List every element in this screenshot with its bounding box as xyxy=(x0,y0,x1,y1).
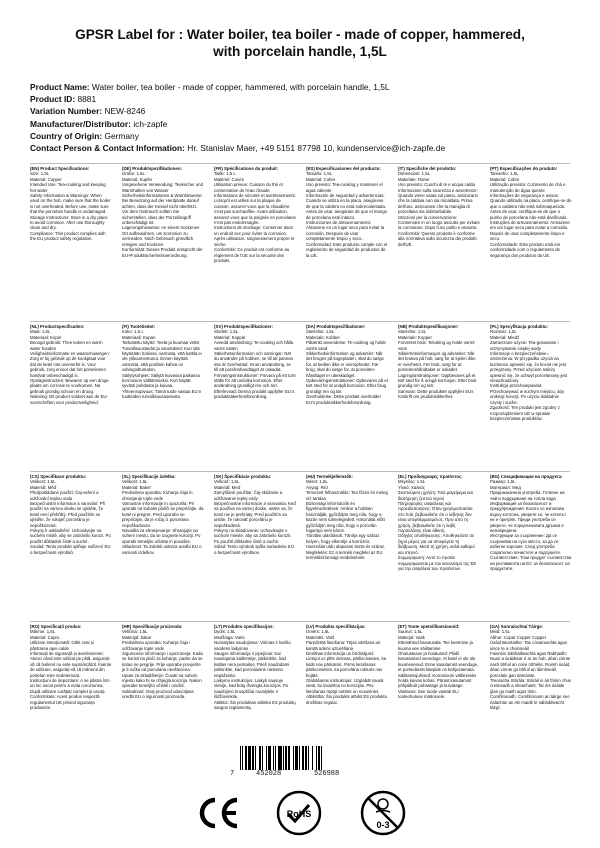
section-row xyxy=(30,621,570,745)
section-lt: (LT) Produkto specifikacijos: Dydis: 1,5L Medžiaga: Varis Numatytas naudojimas: Virimas ir karšto vandens laikymas Saugos informacija ir įspėjimai: Kai naudojama kaitlentėje, įsitikinkite, kad katilas nėra perkaitęs. Prieš naudodami įsitikinkite, kad porcelianinė rankena nepažeista. Laikymo instrukcijos: Laikyti sausoje vietoje, kad būtų išvengta korozijos. Po naudojimo kruopščiai nuvalykite ir išdžiovinkite. Atitiktis: Šis produktas atitinka ES produktų saugos reglamentą. xyxy=(214,624,296,711)
language-sections xyxy=(30,163,570,749)
section-de: (DE) Produktspezifikationen: Größe: 1,5L Material: Kupfer Vorgesehene Verwendung: Teekocher und Warmhalten von Wasser Sicherheitsinformationen & Warnhinweise: Bei Benutzung auf der Herdplatte darauf achten, dass der Kessel nicht überhitzt. Vor dem Gebrauch sollten Sie sicherstellen, dass der Porzellangriff unbeschädigt ist. Lagerungshinweise: An einem trockenen Ort aufbewahren, um Korrosion zu vermeiden. Nach Gebrauch gründlich reinigen und trocknen. Konformität: Dieses Produkt entspricht der EU-Produktsicherheitsverordnung. xyxy=(122,166,203,258)
section-cs: (CS) Specifikace produktu: Velikost: 1,5L Materiál: Měď Předpokládané použití: Čaj-vaření a udržování teplou vodu Bezpečnostní informace a varování: Při použití na varnou desku se ujistěte, že kotel není přehřátý. Před použitím se ujistěte, že rukojeť porcelánu je nepoškozená. Pokyny k uskladnění: Uchovávejte na suchém místě, aby se zabránilo korozi. Po použití důkladně čisté a suché. Soulad: Tento produkt splňuje nařízení EU o bezpečnosti výrobků. xyxy=(30,474,111,555)
meta-country: Country of Origin: Germany xyxy=(30,130,139,141)
section-lv: (LV) Produkta specifikācijas: Izmērs: 1,5L Materiāls: Varš Paredzētā lietošana: Tējas vārīšana un karstā ūdens uzturēšana Drošības informācija un brīdinājumi: Lietojot uz plīts virsmas, pārliecinieties, ka katls nav pārkarsis. Pirms lietošanas pārliecinieties, ka porcelāna rokturis nav bojāts. Glabāšanas instrukcijas: Uzglabāt sausā vietā, lai izvairītos no korozijas. Pēc lietošanas rūpīgi notīriet un nosusiniet. Atbilstība: Šis produkts atbilst ES produktu drošības regulai. xyxy=(306,624,387,705)
section-sv: (SV) Produktspecifikationer: Storlek: 1,5L Material: Koppar Avsedd användning: Te-cooking och hålla varmt vatten Säkerhetsinformation och varningar: När du använder på hobben, se till att pannan inte är överhettad. Innan användning, se till att porslinshandtaget är oskadat. Förvaringsinstruktioner: Förvara på ett torrt ställe för att undvika korrosion. Efter användning grundligt ren och torr. Efterlevnad: Denna produkt uppfyller EU:s produktsäkerhetsförordning. xyxy=(214,324,296,400)
meta-contact: Contact Person & Contact Information: Hr. Stanislav Maer, +49 5151 87798 10, kundenservice@ich-zapfe.de xyxy=(30,143,446,154)
certification-logos xyxy=(196,790,406,840)
page-title: GPSR Label for : Water boiler, tea boiler - made of copper, hammered, with porcelain handle, 1,5L xyxy=(75,27,525,59)
meta-product-name: Product Name: Water boiler, tea boiler - made of copper, hammered, with porcelain handle, 1,5L xyxy=(30,82,390,92)
section-sk: (SK) Špecifikácie produktu: Veľkosť: 1,5L Materiál: Meď Zamýšľané použitie: Čaj-skúšanie a udržiavanie teplej vody Bezpečnostné informácie a varovania: Keď sa používa na varnej doske, uistite sa, že kotol nie je prehriaty. Pred použitím sa uistite, že rukoväť porcelánu je nepoškodená. Pokyny na skladovanie: Uchovávajte v suchom mieste, aby sa zabránilo korózii. Po použití dôkladne čisté a suché. Súlad: Tento výrobok spĺňa nariadenie EÚ o bezpečnosti výrobkov. xyxy=(214,474,296,555)
section-fr: (FR) Spécifications du produit: Taille: 1,5 L Matériel: Cuivre Utilisation prévue: Cuisson du thé et conservation de l'eau chaude Informations de sécurité et avertissements: Lorsqu'il est utilisé sur la plaque de cuisson, assurez-vous que la chaudière n'est pas surchauffée. Avant utilisation, assurez-vous que la poignée en porcelaine n'est pas endommagée. Instructions de stockage: Conserver dans un endroit sec pour éviter la corrosion. Après utilisation, soigneusement propre et sèche. Conformité: Ce produit est conforme au règlement de l'UE sur la sécurité des produits. xyxy=(214,166,296,263)
section-nb: (NB) Produktspesifikasjoner: Størrelse: 1,5L Materiale: Kopper Forventet bruk: Tekoking og holde varmt vann Sikkerhetsinformasjon og advarsler: Når det brukes på hob, sørg for at kjelen ikke er overhetet. Før bruk, sørg for at porselenshåndtaket er uskadet. Lagringsinstruksjoner: Oppbevares på et tørt sted for å unngå korrosjon. Etter bruk grundig ren og tørr. Samsvar: Dette produktet oppfyller EUs forskrift om produktsikkerhet. xyxy=(398,324,477,400)
rohs-icon xyxy=(276,790,322,836)
age-warning-icon xyxy=(360,790,406,836)
section-it: (IT) Specifiche del prodotto: Dimensioni: 1,5L Materiale: Rame Uso previsto: Cuochi di tè e acqua calda Informazioni sulla sicurezza e avvertenze: Quando viene usata sul piano, assicurarsi che la caldaia non sia riscaldata. Prima dell'uso, assicurarsi che la maniglia di porcellana sia indisturbabile. Istruzioni per la conservazione: Conservare in un luogo asciutto per evitare la corrosione. Dopo l'uso pulito e asciutto. Conformità: Questo prodotto è conforme alla normativa sulla sicurezza dei prodotti dell'UE. xyxy=(398,166,480,247)
section-et: (ET) Toote spetsifikatsioonid: Suurus: 1,5L Materjal: Vask Ettenähtud kasutusala: Tee keetmine ja kuuma vee säilitamine Ohutusteave ja hoiatused: Pliidil kasutamisel veenduge, et katel ei ole üle kuumenenud. Enne kasutamist veenduge, et portselanist käepide on kahjustamata. Säilitamisjuhised: Korrosiooni vältimiseks hoida kuivas kohas. Pärast kasutamist põhjalikult puhastage ja kuivatage. Vastavus: See toode vastab ELi tooteohutuse määrusele. xyxy=(398,624,479,700)
section-fi: (FI) Tuotetiedot: Koko: 1,5 L Materiaali: Kupari Tarkoitettu käyttö: Teetä ja kuumaa vettä Turvallisuustiedot ja varoitukset: Kun sitä käytetään hobissa, varmista, että kattila ei ole ylikuumentunut. Ennen käyttöä varmista, että posliinin kahva on vahingoittumaton. Säilytysohjeet: Säilytä kuivassa paikassa korroosion välttämiseksi. Kun käytät syvästi puhdasta ja kuivaa. Yhteensopivuus: Tämä tuote vastaa EU:n tuotteiden turvallisuusasetusta. xyxy=(122,324,202,400)
ce-mark-icon xyxy=(196,796,240,830)
section-row xyxy=(30,321,570,467)
section-da: (DA) Produktspecifikationer: Størrelse: 1,5L Materiale: Kobber Påtænkt anvendelse: Te-cooking og holde varmt vand Sikkerhedsinformation og advarsler: Når det bruges på kogepladen, skal du sørge for, at kedlen ikke er overophedet. Før brug, skal du sørge for, at porcelæn-håndtaget er ubeskadiget. Opbevaringsinstruktioner: Opbevares på et tørt sted for at undgå korrosion. Efter brug grundigt ren og tør. Overholdelse: Dette produkt overholder EU's produktsikkerhedsforordning. xyxy=(306,324,388,405)
barcode-first-digit: 7 xyxy=(230,770,235,778)
meta-variation-number: Variation Number: NEW-8246 xyxy=(30,106,146,117)
meta-manufacturer: Manufacturer/Distributor: ich-zapfe xyxy=(30,118,168,129)
barcode-right-group: 526988 xyxy=(314,770,340,778)
section-pl: (PL) Specyfikacja produktu: Rozmiar: 1,5L Materiał: Miedź Zamierzone użycie: Tea-gotowanie i utrzymywanie ciepłej wody Informacje o bezpieczeństwie i ostrzeżenia: W przypadku użycia na kuchence upewnić się, że kocioł nie jest przegrzany. Przed użyciem należy upewnić się, że uchwyt porcelanowy jest nieuszkodzony. Instrukcja przechowywania: Przechowywać w suchym miejscu, aby uniknąć korozji. Po użyciu dokładnie czysty i suche. Zgodność: Ten produkt jest zgodny z rozporządzeniem UE w sprawie bezpieczeństwa produktów. xyxy=(490,324,568,421)
section-en: (EN) Product Specifications: Size: 1.5L Material: Copper Intended Use: Tea-cooking and keeping hot water Safety Information & Warnings: When used on the hob, make sure that the boiler is not overheated. Before use, make sure that the porcelain handle is undamaged. Storage Instructions: Store in a dry place to avoid corrosion. After use thoroughly clean and dry. Compliance: This product complies with the EU product safety regulation. xyxy=(30,166,111,242)
svg-text:RoHS: RoHS xyxy=(286,809,312,819)
ean-barcode xyxy=(228,746,378,778)
product-meta xyxy=(30,81,590,154)
barcode-left-group: 452028 xyxy=(256,770,282,778)
barcode-bars xyxy=(240,746,368,770)
section-pt: (PT) Especificações do produto: Tamanho: 1,5L Material: Cobre Utilização prevista: Cozimento de chá e manutenção de água quente Informações de segurança e avisos: Quando utilizado na placa, certifique-se de que a caldeira não está sobreaquecida. Antes de usar, certifique-se de que o punho de porcelana não está danificado. Instruções de armazenamento: Armazene em um lugar seco para evitar a corrosão. Depois de usar completamente limpo e seco. Conformidade: Este produto está em conformidade com o regulamento de segurança dos produtos da UE. xyxy=(490,166,572,258)
section-hu: (HU) Termékjellemzők: Méret: 1,5L Anyag: Réz Tervezett felhasználás: Tea főzés és meleg víz tartása Biztonsági információk és figyelmeztetések: Amikor a hobban használják, győződjön meg róla, hogy a kazán nem túlmelegedett. Használat előtt győződjön meg róla, hogy a porcelán fogantyú nem káros. Tárolási utasítások: Tárolja egy száraz helyen, hogy elkerülje a korróziót. Használat után alaposan tiszta és száraz. Megfelelés: Ez a termék megfelel az EU termékbiztonsági rendeletének. xyxy=(306,474,388,561)
section-bg: (BG) Спецификации на продукта: Размер: 1,5L Материал: Мед Предназначена употреба: Готвене на чай и поддържане на топла вода Информация за безопасност и предупреждения: Когато се използва върху котлона, уверете се, че котелът не е прегрял. Преди употреба се уверете, че порцелановата дръжка е неповредена. Инструкции за съхранение: Да се съхранява на сухо място, за да се избегне корозия. След употреба старателно почистете и подсушете. Съответствие: Този продукт съответства на регламента на ЕС за безопасност на продуктите. xyxy=(490,474,572,571)
section-sl: (SL) Specifikacije izdelka: Velikost: 1,5L Material: Baker Predvidena uporaba: Kuhanje čaja in ohranjanje tople vode Varnostne informacije in opozorila: Pri uporabi na kuhalni plošči se prepričajte, da kotel ni pregret. Pred uporabo se prepričajte, da je ročaj iz porcelana nepoškodovan. Navodila za shranjevanje: Shranjujte na suhem mestu, da se izognete koroziji. Po uporabi temeljito očistite in posušite. Skladnost: Ta izdelek ustreza uredbi EU o varnosti izdelkov. xyxy=(122,474,204,555)
meta-product-id: Product ID: 8881 xyxy=(30,94,97,105)
section-ga: (GA) Sonraíochtaí Táirge: Méid: 1.5L Ábhar: Copar Copper Copper Úsáid Beartaithe: Tae cócaireachta agus uisce te a choinneáil Faisnéis Sábháilteachta agus Rabhaidh: Nuair a úsáidtear é ar an hob, déan cinnte nach bhfuil an coire róthéite. Roimh úsáid, déan cinnte go bhfuil an láimhseáil porcelain gan damáiste. Treoracha Stórála: Stóráil in áit thirim chun creimeadh a sheachaint. Tar éis úsáide glan go maith agus tirim. Comhlíonadh: Comhlíonann an táirge seo rialachán an AE maidir le sábháilteacht táirgí. xyxy=(490,624,572,711)
section-ro: (RO) Specificații produs: Mărime: 1,5L Material: Cupru Utilizare intenționată: Gătit ceai și păstrarea apei calde Informații de siguranță și avertismente: Atunci când este utilizat pe plită, asigurați-vă că boilerul nu este supraîncălzit. Înainte de utilizare, asigurați-vă că mânerul din porțelan este nedeteriorat. Instrucțiuni de depozitare: A se păstra într-un loc uscat pentru a evita coroziunea. După utilizare curățați complet și uscați. Conformitate: Acest produs respectă regulamentul UE privind siguranța produselor. xyxy=(30,624,112,711)
section-row xyxy=(30,471,570,617)
section-hr: (HR) Specifikacije proizvoda: Veličina: 1,5L Materijal: bakar Predviđena uporaba: Kuhanje čaja i održavanje tople vode Sigurnosne informacije i upozorenja: Kada se koristi na ploči za kuhanje, pazite da se kotao ne pregrije. Prije uporabe provjerite je li ručka od porculana neoštećena. Upute za skladištenje: Čuvati na suhom mjestu kako bi se izbjegla korozija. Nakon uporabe temeljito očistiti i osušiti. Sukladnost: Ovaj proizvod udovoljava uredbi EU o sigurnosti proizvoda. xyxy=(122,624,203,700)
section-nl: (NL) Productspecificaties: Maat: 1,5L Materiaal: Koper Beoogd gebruik: Thee koken en warm water houden Veiligheidsinformatie en waarschuwingen: Zorg er bij gebruik op de kookplaat voor dat de ketel niet oververhit is. Voor gebruik, zorg ervoor dat het porseleinen handvat onbeschadigd is. Opslaginstructies: Bewaren op een droge plaats om corrosie te voorkomen. Na gebruik grondig schoon en droog. Naleving: Dit product voldoet aan de EU-voorschriften voor productveiligheid. xyxy=(30,324,110,405)
section-el: (EL) Προδιαγραφές προϊόντος: Μέγεθος: 1,5L Υλικό: Χαλκός Σκοπούμενη χρήση: Τσάι μαγείρεμα και διατήρηση ζεστού νερού Πληροφορίες ασφάλειας και προειδοποιήσεις: Όταν χρησιμοποιείται στο hob, βεβαιωθείτε ότι ο λέβητας δεν είναι υπερθερμασμένος. Πριν από τη χρήση, βεβαιωθείτε ότι η λαβή πορσελάνης είναι άθικτη. Οδηγίες αποθήκευσης: Αποθηκεύστε σε ξηρό μέρος για να αποφύγετε τη διάβρωση. Μετά τη χρήση, καλά καθαρό και στεγνό. Συμμόρφωση: Αυτό το προϊόν συμμορφώνεται με τον κανονισμό της ΕΕ για την ασφάλεια των προϊόντων. xyxy=(398,474,477,571)
section-es: (ES) Especificaciones del producto: Tamaño: 1.5L Material: Cobre Uso previsto: Tea-cooking y mantener el agua caliente Información de seguridad y advertencias: Cuando se utiliza en la placa, asegúrese de que la caldera no está sobrecalentada. Antes de usar, asegúrate de que el mango de porcelana esté intacto. Instrucciones de almacenamiento: Almacene en un lugar seco para evitar la corrosión. Después de usar completamente limpio y seco. Conformidad: Este producto cumple con el reglamento de seguridad de productos de la UE. xyxy=(306,166,388,258)
svg-text:0-3: 0-3 xyxy=(376,820,390,830)
section-row xyxy=(30,163,570,317)
